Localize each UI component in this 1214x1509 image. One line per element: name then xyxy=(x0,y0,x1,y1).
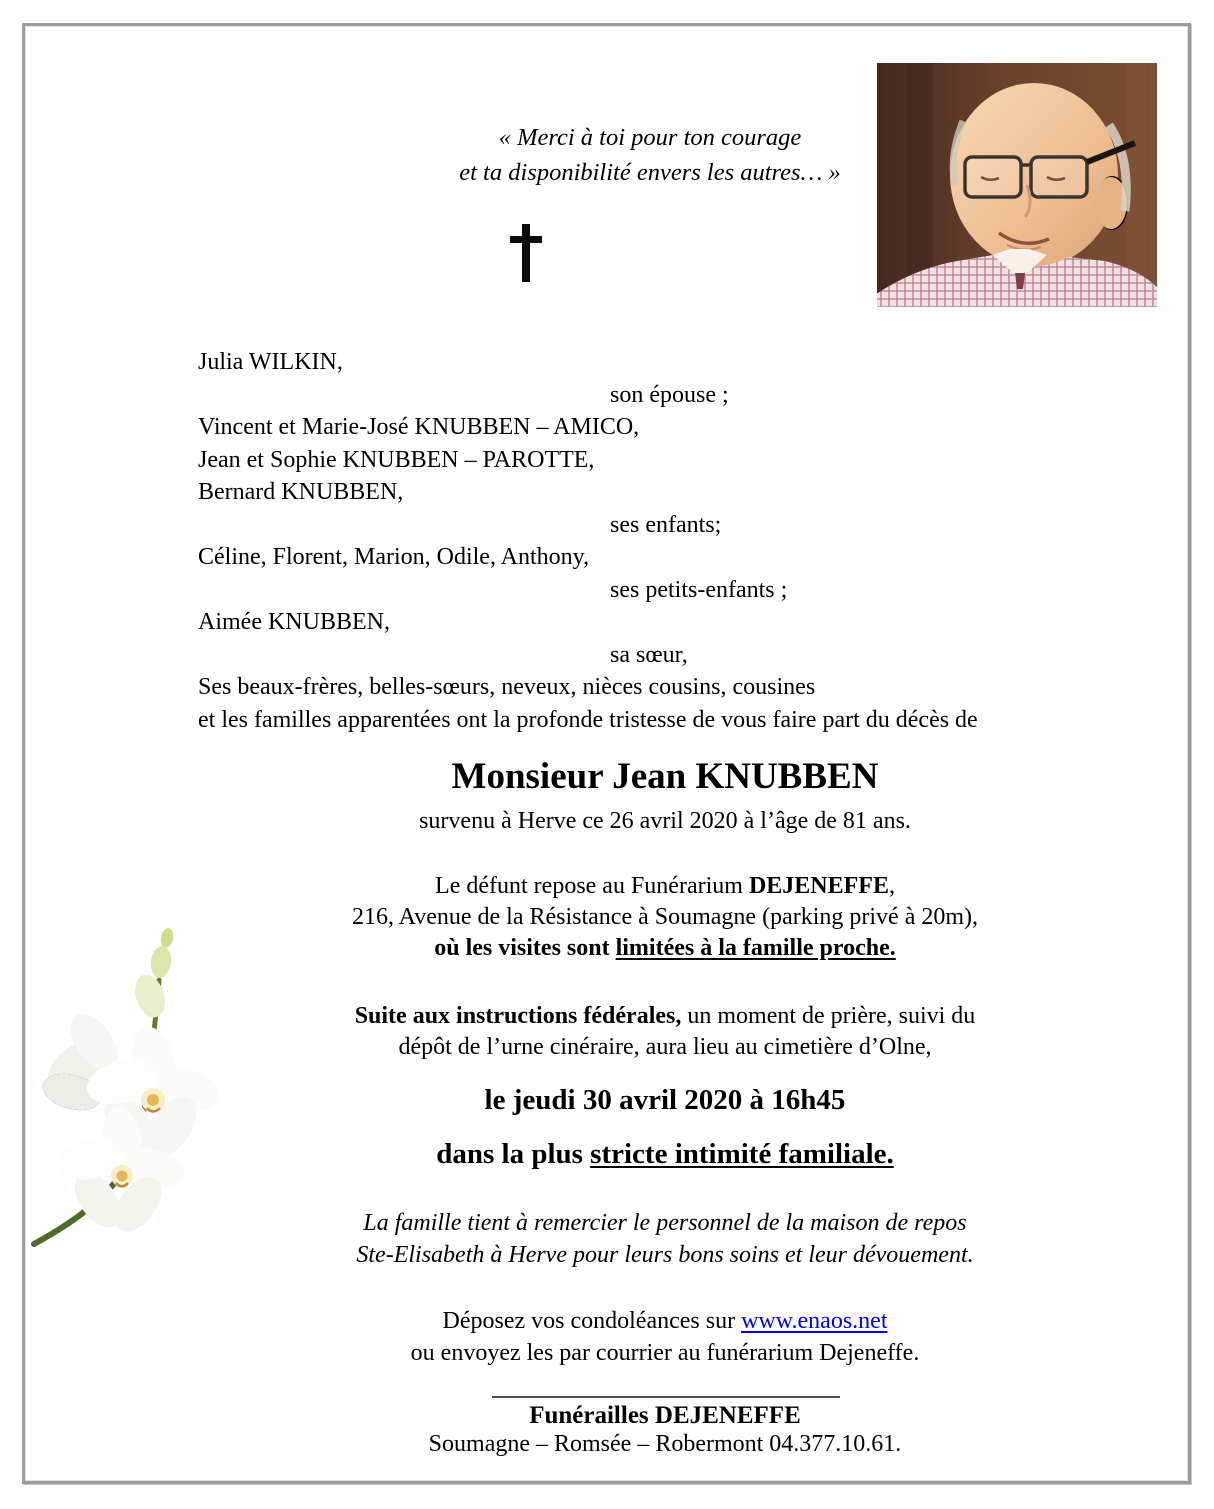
cross-icon xyxy=(505,222,550,284)
family-relation-label: ses petits-enfants ; xyxy=(610,576,788,603)
death-details: survenu à Herve ce 26 avril 2020 à l’âge de 81 ans. xyxy=(419,808,911,834)
family-list xyxy=(198,346,1158,736)
condolences-mail-line: ou envoyez les par courrier au funérarium Dejeneffe. xyxy=(410,1340,920,1366)
thanks-line-1: La famille tient à remercier le personnel de la maison de repos xyxy=(363,1210,967,1236)
family-relation-label: sa sœur, xyxy=(610,641,688,668)
family-line: Céline, Florent, Marion, Odile, Anthony, xyxy=(198,544,590,570)
memorial-quote xyxy=(370,120,930,190)
repose-line: Le défunt repose au Funérarium DEJENEFFE, xyxy=(435,873,895,899)
footer-divider xyxy=(492,1396,840,1398)
family-line: Ses beaux-frères, belles-sœurs, neveux, nièces cousins, cousines xyxy=(198,674,816,700)
orchid-flower-image xyxy=(26,922,244,1257)
quote-line-2: et ta disponibilité envers les autres… » xyxy=(459,159,841,186)
quote-line-1: « Merci à toi pour ton courage xyxy=(498,124,802,151)
family-line: Aimée KNUBBEN, xyxy=(198,609,390,635)
funeral-company-locations: Soumagne – Romsée – Robermont 04.377.10.61. xyxy=(428,1431,902,1457)
family-line: Julia WILKIN, xyxy=(198,349,343,375)
visits-restriction-line: où les visites sont limitées à la famille proche. xyxy=(434,935,896,961)
funerarium-address: 216, Avenue de la Résistance à Soumagne (parking privé à 20m), xyxy=(351,904,979,930)
ceremony-date: le jeudi 30 avril 2020 à 16h45 xyxy=(484,1084,846,1116)
family-relation-label: ses enfants; xyxy=(610,511,722,538)
family-line: Bernard KNUBBEN, xyxy=(198,479,404,505)
condolences-website-link[interactable]: www.enaos.net xyxy=(741,1308,888,1334)
intimacy-line: dans la plus stricte intimité familiale. xyxy=(436,1138,894,1170)
family-line: Jean et Sophie KNUBBEN – PAROTTE, xyxy=(198,446,595,473)
thanks-line-2: Ste-Elisabeth à Herve pour leurs bons soins et leur dévouement. xyxy=(356,1242,974,1268)
deceased-portrait-photo xyxy=(877,63,1157,307)
federal-instructions-line: Suite aux instructions fédérales, un moment de prière, suivi du xyxy=(354,1003,976,1029)
family-line: Vincent et Marie-José KNUBBEN – AMICO, xyxy=(198,414,640,440)
family-line: et les familles apparentées ont la profonde tristesse de vous faire part du décès de xyxy=(198,706,978,733)
deceased-name-title: Monsieur Jean KNUBBEN xyxy=(451,756,879,797)
ceremony-location-line: dépôt de l’urne cinéraire, aura lieu au cimetière d’Olne, xyxy=(398,1034,932,1060)
family-relation-label: son épouse ; xyxy=(610,381,729,408)
funeral-company-name: Funérailles DEJENEFFE xyxy=(529,1402,801,1429)
condolences-line: Déposez vos condoléances sur www.enaos.net xyxy=(442,1308,888,1334)
funeral-home-name: DEJENEFFE xyxy=(748,873,889,899)
